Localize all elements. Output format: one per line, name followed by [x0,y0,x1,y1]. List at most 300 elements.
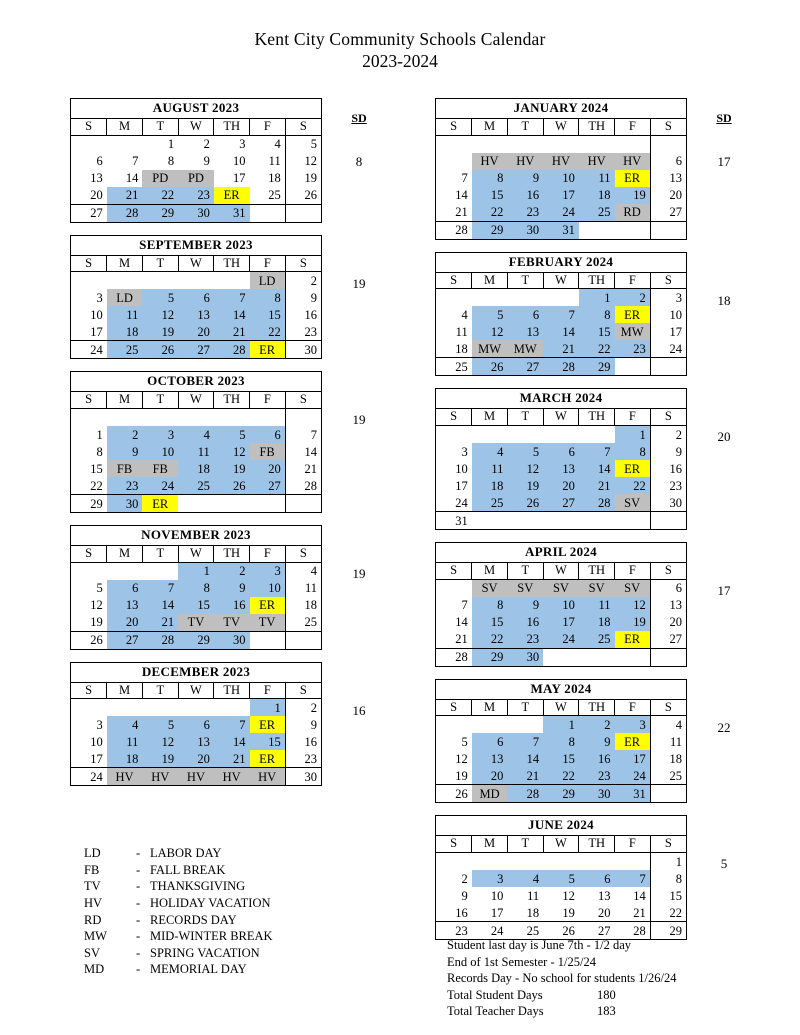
day-cell: 24 [615,767,651,785]
week-row [71,733,321,750]
day-cell: 15 [472,187,508,204]
day-cell: 20 [650,614,686,631]
day-cell: 9 [507,170,543,187]
weekday-header-row [436,273,686,289]
day-cell [142,699,178,717]
legend-label: FALL BREAK [150,862,226,877]
day-cell: 26 [472,358,508,376]
weekday-header-1: M [107,546,143,562]
day-cell: 19 [142,750,178,768]
day-cell: 27 [71,204,107,222]
month-card-november-2023 [70,525,322,650]
student-days-value: 19 [352,566,366,582]
day-cell: ER [214,187,250,205]
day-cell [650,135,686,153]
day-cell: 23 [650,477,686,494]
weekday-header-1: M [472,700,508,716]
day-cell: 19 [507,477,543,494]
day-cell: 26 [214,477,250,495]
month-card-september-2023 [70,235,322,360]
day-cell: 28 [615,922,651,940]
day-cell: 21 [455,632,468,647]
week-row [436,597,686,614]
day-cell: 14 [543,323,579,340]
month-card-june-2024 [435,815,687,940]
day-cell: 15 [90,461,103,476]
day-cell: 17 [650,323,686,340]
month-grid [436,409,686,529]
weekday-header-3: W [543,409,579,425]
week-row [71,409,321,427]
day-cell: 3 [650,289,686,307]
day-cell: 31 [214,204,250,222]
day-cell: 24 [543,631,579,649]
weekday-header-6: S [285,119,321,135]
weekday-header-5: F [615,409,651,425]
day-cell: 26 [142,341,178,359]
student-days-value: 18 [717,292,731,308]
day-cell [178,495,214,513]
weekday-header-row [71,256,321,272]
day-cell: 8 [167,154,175,169]
weekday-header-2: T [142,119,178,135]
student-days-value: 20 [717,429,731,445]
day-cell [472,289,508,307]
day-cell: 18 [472,477,508,494]
day-cell: 16 [507,187,543,204]
day-cell [472,512,508,530]
day-cell: 3 [615,716,651,734]
day-cell [107,135,143,153]
day-cell: 25 [650,767,686,785]
day-cell [436,716,472,734]
day-cell: 16 [579,750,615,767]
day-cell: 17 [543,187,579,204]
day-cell: 7 [285,426,321,443]
day-cell: 27 [250,477,286,495]
day-cell: 28 [543,358,579,376]
legend-dash: - [136,929,141,944]
day-cell [472,135,508,153]
week-row [71,426,321,443]
weekday-header-6: S [650,563,686,579]
note-records-day: Records Day - No school for students 1/26/24 [447,971,677,985]
day-cell: 26 [543,922,579,940]
day-cell: 1 [543,716,579,734]
day-cell: 19 [90,615,103,630]
week-row [436,887,686,904]
weekday-header-3: W [178,546,214,562]
day-cell [142,409,178,427]
day-cell: 12 [285,153,321,170]
day-cell: 23 [178,187,214,205]
day-cell: 21 [285,460,321,477]
day-cell: ER [615,170,651,187]
weekday-header-5: F [615,273,651,289]
day-cell [543,289,579,307]
note-total-teacher-days [447,1003,662,1020]
day-cell: 23 [107,477,143,495]
student-days-column [328,98,390,170]
week-row [436,477,686,494]
day-cell: 11 [107,306,143,323]
legend-label: LABOR DAY [150,846,222,860]
day-cell [107,409,143,427]
week-row [436,204,686,222]
day-cell [142,272,178,290]
note-student-last-day: Student last day is June 7th - 1/2 day [447,938,632,952]
student-days-header: SD [351,111,367,125]
note-semester-end: End of 1st Semester - 1/25/24 [447,954,596,969]
month-grid [436,273,686,376]
day-cell: 30 [285,768,321,786]
student-days-column [328,525,390,582]
month-grid [71,392,321,512]
day-cell: 24 [543,204,579,222]
weekday-header-5: F [615,563,651,579]
legend-dash: - [136,895,141,910]
day-cell: 5 [142,289,178,306]
day-cell [71,135,107,153]
week-row [71,562,321,580]
legend-code: MW [84,929,107,944]
day-cell: 5 [543,870,579,887]
day-cell: 30 [579,785,615,803]
day-cell: 7 [461,171,468,186]
student-days-value: 17 [717,154,731,169]
day-cell: 22 [579,340,615,358]
day-cell: 23 [285,323,321,341]
day-cell: 3 [142,426,178,443]
legend-code: RD [84,912,102,927]
weekday-header-3: W [543,563,579,579]
day-cell: 1 [250,699,286,717]
day-cell: 21 [107,187,143,205]
day-cell: 29 [650,922,686,940]
weekday-header-4: TH [214,256,250,272]
day-cell: 12 [142,733,178,750]
day-cell: 19 [615,614,651,631]
month-grid [436,563,686,666]
day-cell: 7 [579,443,615,460]
day-cell: 24 [71,341,107,359]
day-cell: 10 [543,597,579,614]
day-cell: 4 [472,443,508,460]
day-cell [543,426,579,444]
weekday-header-5: F [250,683,286,699]
day-cell: 22 [142,187,178,205]
day-cell [436,426,472,444]
day-cell [472,426,508,444]
day-cell [543,853,579,871]
day-cell: 25 [107,341,143,359]
day-cell: 23 [507,631,543,649]
day-cell [285,631,321,649]
day-cell [543,648,579,666]
day-cell: 24 [472,922,508,940]
day-cell: 12 [615,597,651,614]
week-row [71,631,321,649]
month-grid [436,836,686,939]
month-title: JUNE 2024 [436,816,686,836]
weekday-header-0: S [71,683,107,699]
weekday-header-4: TH [579,700,615,716]
student-days-value: 8 [355,154,363,169]
weekday-header-5: F [615,836,651,852]
day-cell: 25 [268,188,281,203]
legend-code: LD [84,846,101,860]
day-cell: HV [507,153,543,170]
week-row [71,716,321,733]
day-cell: 28 [579,494,615,512]
week-row [71,170,321,187]
total-student-days-value: 180 [597,987,616,1002]
day-cell: TV [214,614,250,632]
legend-label: SPRING VACATION [150,945,260,960]
day-cell [507,289,543,307]
weekday-header-6: S [285,683,321,699]
month-block [435,252,800,377]
day-cell: 2 [461,871,468,886]
week-row [436,904,686,922]
day-cell: 9 [579,733,615,750]
day-cell: 5 [285,135,321,153]
day-cell: 19 [214,460,250,477]
weekday-header-6: S [650,119,686,135]
day-cell: 23 [285,750,321,768]
legend-item [78,862,273,879]
weekday-header-row [71,392,321,408]
day-cell: 21 [214,323,250,341]
day-cell: PD [178,170,214,187]
day-cell [214,495,250,513]
day-cell: 19 [615,187,651,204]
legend-code: HV [84,895,103,910]
day-cell [507,716,543,734]
day-cell: 12 [562,888,575,903]
day-cell: 1 [579,289,615,307]
student-days-value: 17 [717,583,731,599]
day-cell [214,272,250,290]
day-cell: 9 [285,716,321,733]
day-cell: 21 [142,614,178,632]
day-cell: 22 [615,477,651,494]
day-cell: 2 [615,289,651,307]
day-cell: 30 [214,631,250,649]
day-cell: HV [178,768,214,786]
week-row [436,135,686,153]
day-cell: 28 [436,648,472,666]
day-cell: 4 [285,562,321,580]
day-cell: 14 [633,888,646,903]
day-cell: 22 [250,323,286,341]
day-cell: 18 [178,460,214,477]
day-cell: 10 [490,888,504,903]
weekday-header-4: TH [214,546,250,562]
day-cell: 2 [579,716,615,734]
legend-item [78,961,273,978]
day-cell [250,495,286,513]
weekday-header-6: S [650,700,686,716]
week-row [436,153,686,170]
day-cell: ER [142,495,178,513]
day-cell: 28 [507,785,543,803]
day-cell: 8 [579,306,615,323]
day-cell: 6 [650,153,686,170]
day-cell: 9 [107,443,143,460]
legend-item [78,928,273,945]
legend-label: MEMORIAL DAY [150,962,247,977]
weekday-header-row [436,836,686,852]
day-cell: 17 [90,324,103,339]
day-cell: 20 [178,323,214,341]
day-cell: 13 [598,888,611,903]
day-cell: 15 [543,750,579,767]
day-cell: 30 [107,495,143,513]
month-title: DECEMBER 2023 [71,663,321,683]
day-cell: 18 [579,614,615,631]
day-cell: SV [615,494,651,512]
day-cell [436,853,472,871]
day-cell: 23 [579,767,615,785]
day-cell: 13 [507,323,543,340]
day-cell: 18 [579,187,615,204]
student-days-column [328,235,390,292]
week-row [71,699,321,717]
day-cell: 15 [579,323,615,340]
day-cell: 2 [214,562,250,580]
weekday-header-4: TH [579,836,615,852]
day-cell: 26 [71,631,107,649]
day-cell [650,221,686,239]
day-cell [615,135,651,153]
day-cell: 14 [285,443,321,460]
day-cell: 31 [615,785,651,803]
weekday-header-0: S [71,119,107,135]
weekday-header-4: TH [579,273,615,289]
day-cell [71,409,107,427]
month-title: MARCH 2024 [436,389,686,409]
day-cell: 10 [455,461,468,476]
week-row [436,358,686,376]
legend-item [78,912,273,929]
weekday-header-2: T [507,700,543,716]
weekday-header-2: T [142,256,178,272]
day-cell: 6 [650,579,686,597]
day-cell: 25 [472,494,508,512]
day-cell: 16 [285,306,321,323]
day-cell: 7 [214,289,250,306]
week-row [436,853,686,871]
day-cell [107,562,143,580]
day-cell: 3 [250,562,286,580]
month-block [435,542,800,667]
weekday-header-5: F [250,392,286,408]
day-cell: 27 [107,631,143,649]
day-cell: 13 [472,750,508,767]
day-cell: 21 [214,750,250,768]
month-card-march-2024 [435,388,687,530]
day-cell [178,409,214,427]
month-grid [71,256,321,359]
day-cell: 29 [472,648,508,666]
weekday-header-6: S [285,256,321,272]
student-days-column [693,252,755,309]
month-card-january-2024 [435,98,687,240]
month-block [70,525,435,650]
day-cell: 10 [250,580,286,597]
day-cell: 24 [455,495,468,510]
day-cell [615,648,651,666]
student-days-value: 22 [717,719,731,735]
day-cell: 20 [650,187,686,204]
day-cell: 15 [472,614,508,631]
day-cell: 18 [526,905,540,920]
weekday-header-row [71,546,321,562]
day-cell: 16 [650,460,686,477]
student-days-column [693,98,755,170]
day-cell [579,853,615,871]
day-cell: 20 [90,188,103,203]
day-cell: 20 [543,477,579,494]
day-cell: 3 [472,870,508,887]
day-cell: 27 [650,204,686,222]
day-cell: 7 [507,733,543,750]
day-cell [579,135,615,153]
day-cell: 24 [71,768,107,786]
day-cell: HV [142,768,178,786]
title-line-2: 2023-2024 [362,51,438,72]
day-cell [615,221,651,239]
day-cell: 22 [472,631,508,649]
student-days-column [693,679,755,736]
day-cell: MW [615,323,651,340]
day-cell: 13 [543,460,579,477]
day-cell: 18 [455,341,468,356]
day-cell: 6 [178,289,214,306]
weekday-header-1: M [472,563,508,579]
day-cell: SV [472,579,508,597]
legend-code: TV [84,879,101,894]
weekday-header-0: S [71,546,107,562]
day-cell: SV [579,579,615,597]
day-cell: MW [472,340,508,358]
student-days-value: 19 [352,275,366,291]
week-row [71,289,321,306]
day-cell: 14 [579,460,615,477]
calendar-columns [0,98,800,952]
day-cell: SV [615,579,651,597]
weekday-header-3: W [178,683,214,699]
week-row [436,306,686,323]
month-block [70,371,435,513]
weekday-header-1: M [107,119,143,135]
day-cell: 25 [507,922,543,940]
month-grid [71,119,321,222]
day-cell [650,358,686,376]
weekday-header-3: W [543,119,579,135]
day-cell: 9 [461,888,468,903]
week-row [436,648,686,666]
legend-item [78,945,273,962]
weekday-header-2: T [507,119,543,135]
day-cell: 4 [650,716,686,734]
page-title [0,0,800,73]
weekday-header-1: M [107,392,143,408]
day-cell: 8 [472,597,508,614]
weekday-header-4: TH [214,683,250,699]
day-cell [436,135,472,153]
